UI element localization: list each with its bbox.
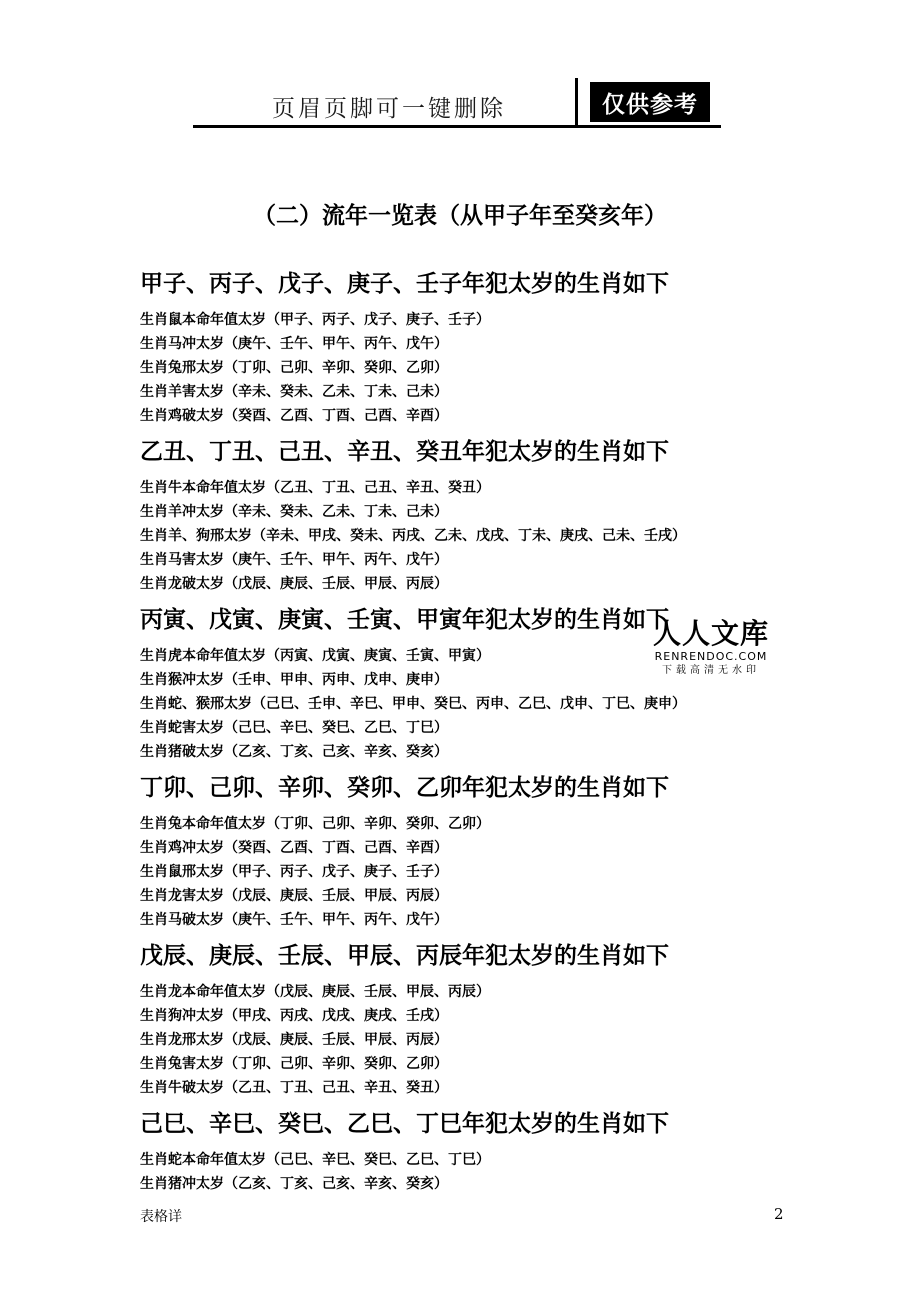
- section-line: 生肖蛇、猴邢太岁（己巳、壬申、辛巳、甲申、癸巳、丙申、乙巳、戊申、丁巳、庚申）: [140, 696, 686, 712]
- section-line: 生肖牛破太岁（乙丑、丁丑、己丑、辛丑、癸丑）: [140, 1080, 448, 1096]
- section-heading: 丙寅、戊寅、庚寅、壬寅、甲寅年犯太岁的生肖如下: [140, 607, 669, 633]
- section-line: 生肖虎本命年值太岁（丙寅、戊寅、庚寅、壬寅、甲寅）: [140, 648, 490, 664]
- header-rule: [193, 125, 721, 128]
- section-line: 生肖龙害太岁（戊辰、庚辰、壬辰、甲辰、丙辰）: [140, 888, 448, 904]
- header-text: 页眉页脚可一键删除: [272, 96, 506, 122]
- section-line: 生肖猪冲太岁（乙亥、丁亥、己亥、辛亥、癸亥）: [140, 1176, 448, 1192]
- header-divider: [575, 78, 578, 128]
- section-line: 生肖羊、狗邢太岁（辛未、甲戌、癸未、丙戌、乙未、戊戌、丁未、庚戌、己未、壬戌）: [140, 528, 686, 544]
- watermark-slogan: 下载高清无水印: [662, 665, 760, 676]
- section-heading: 乙丑、丁丑、己丑、辛丑、癸丑年犯太岁的生肖如下: [140, 439, 669, 465]
- section-line: 生肖鸡破太岁（癸酉、乙酉、丁酉、己酉、辛酉）: [140, 408, 448, 424]
- section-line: 生肖狗冲太岁（甲戌、丙戌、戊戌、庚戌、壬戌）: [140, 1008, 448, 1024]
- page-title: （二）流年一览表（从甲子年至癸亥年）: [253, 203, 667, 229]
- section-line: 生肖鼠本命年值太岁（甲子、丙子、戊子、庚子、壬子）: [140, 312, 490, 328]
- section-4: [140, 770, 840, 932]
- footer-text: 表格详: [140, 1209, 182, 1225]
- section-line: 生肖牛本命年值太岁（乙丑、丁丑、己丑、辛丑、癸丑）: [140, 480, 490, 496]
- section-line: 生肖猴冲太岁（壬申、甲申、丙申、戊申、庚申）: [140, 672, 448, 688]
- section-heading: 甲子、丙子、戊子、庚子、壬子年犯太岁的生肖如下: [140, 271, 669, 297]
- section-line: 生肖兔邢太岁（丁卯、己卯、辛卯、癸卯、乙卯）: [140, 360, 448, 376]
- section-line: 生肖鸡冲太岁（癸酉、乙酉、丁酉、己酉、辛酉）: [140, 840, 448, 856]
- section-line: 生肖羊害太岁（辛未、癸未、乙未、丁未、己未）: [140, 384, 448, 400]
- section-line: 生肖龙邢太岁（戊辰、庚辰、壬辰、甲辰、丙辰）: [140, 1032, 448, 1048]
- section-line: 生肖羊冲太岁（辛未、癸未、乙未、丁未、己未）: [140, 504, 448, 520]
- page-number: 2: [774, 1205, 784, 1223]
- watermark-domain: RENRENDOC.COM: [654, 650, 768, 663]
- document-body: [140, 266, 840, 1196]
- section-2: [140, 434, 840, 596]
- watermark-logo: [648, 618, 774, 678]
- section-line: 生肖马害太岁（庚午、壬午、甲午、丙午、戊午）: [140, 552, 448, 568]
- watermark-title: 人人文库: [652, 617, 769, 650]
- section-heading: 丁卯、己卯、辛卯、癸卯、乙卯年犯太岁的生肖如下: [140, 775, 669, 801]
- section-line: 生肖蛇害太岁（己巳、辛巳、癸巳、乙巳、丁巳）: [140, 720, 448, 736]
- section-line: 生肖龙破太岁（戊辰、庚辰、壬辰、甲辰、丙辰）: [140, 576, 448, 592]
- section-line: 生肖鼠邢太岁（甲子、丙子、戊子、庚子、壬子）: [140, 864, 448, 880]
- section-line: 生肖兔害太岁（丁卯、己卯、辛卯、癸卯、乙卯）: [140, 1056, 448, 1072]
- section-heading: 己巳、辛巳、癸巳、乙巳、丁巳年犯太岁的生肖如下: [140, 1111, 669, 1137]
- section-6: [140, 1106, 840, 1196]
- section-heading: 戊辰、庚辰、壬辰、甲辰、丙辰年犯太岁的生肖如下: [140, 943, 669, 969]
- section-line: 生肖猪破太岁（乙亥、丁亥、己亥、辛亥、癸亥）: [140, 744, 448, 760]
- section-line: 生肖龙本命年值太岁（戊辰、庚辰、壬辰、甲辰、丙辰）: [140, 984, 490, 1000]
- section-line: 生肖马冲太岁（庚午、壬午、甲午、丙午、戊午）: [140, 336, 448, 352]
- section-line: 生肖兔本命年值太岁（丁卯、己卯、辛卯、癸卯、乙卯）: [140, 816, 490, 832]
- header-badge: 仅供参考: [590, 82, 710, 122]
- section-1: [140, 266, 840, 428]
- section-line: 生肖蛇本命年值太岁（己巳、辛巳、癸巳、乙巳、丁巳）: [140, 1152, 490, 1168]
- section-line: 生肖马破太岁（庚午、壬午、甲午、丙午、戊午）: [140, 912, 448, 928]
- section-5: [140, 938, 840, 1100]
